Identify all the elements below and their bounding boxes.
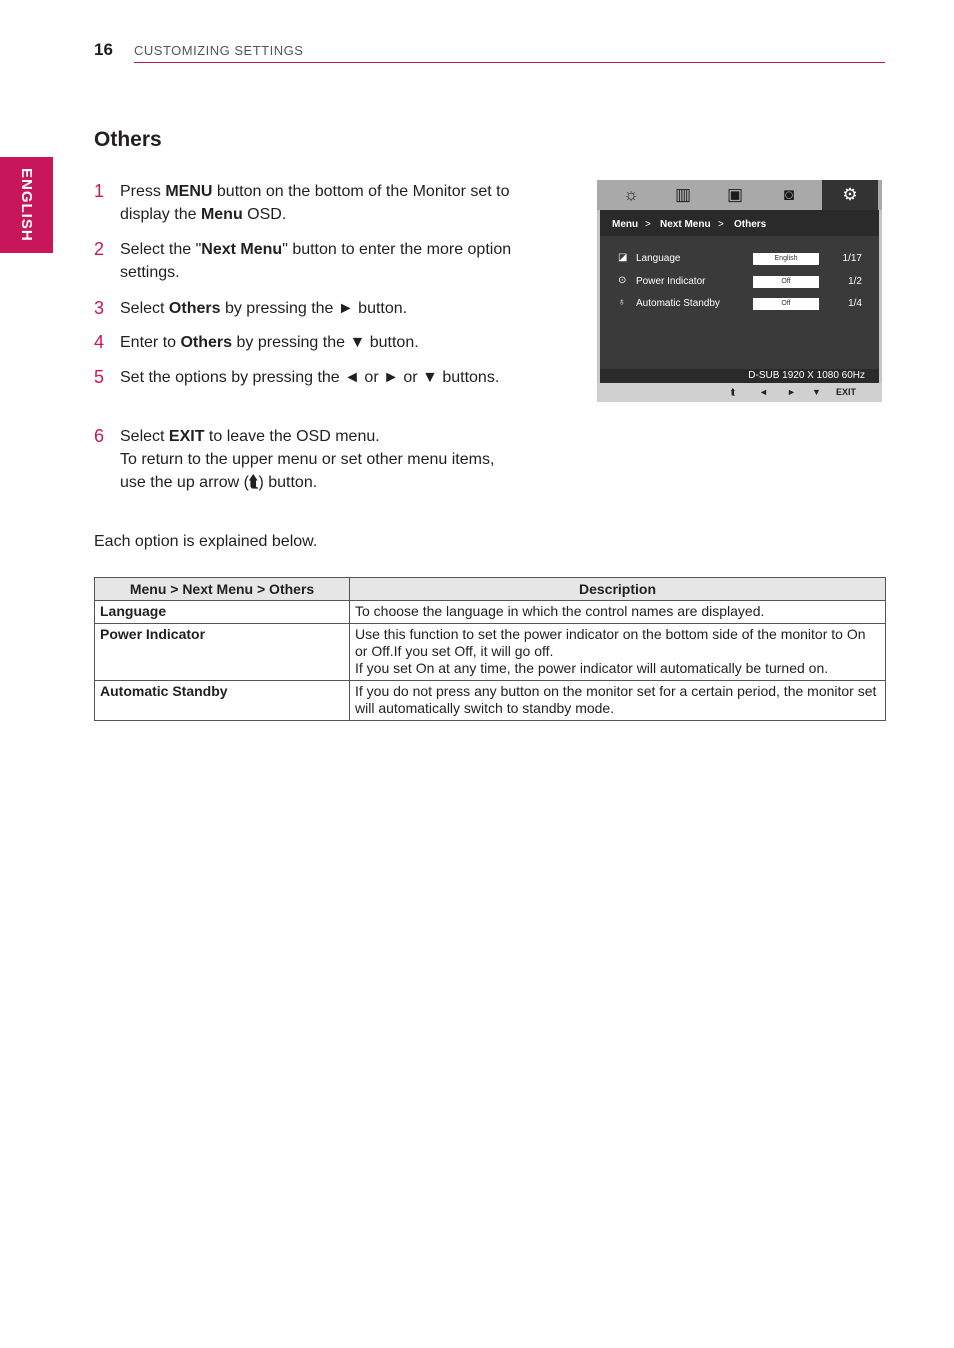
table-row: [95, 681, 886, 721]
step-text: Set the options by pressing the ◄ or ► or ▼ buttons.: [120, 369, 500, 386]
brightness-icon: ☼: [623, 185, 639, 204]
osd-row-language: [600, 252, 879, 268]
osd-row-label: Power Indicator: [636, 276, 706, 287]
osd-crumb-others: Others: [734, 219, 767, 230]
section-header: CUSTOMIZING SETTINGS: [134, 43, 304, 58]
option-description: Use this function to set the power indicator on the bottom side of the monitor to On or Off.If you set Off, it will go off. If you set On at any time, the power indicator will automatically be turned on.: [350, 624, 886, 681]
osd-row-page: 1/17: [842, 253, 862, 264]
step-number: 6: [94, 426, 105, 446]
table-header-description: Description: [350, 578, 886, 601]
table-row: [95, 601, 886, 624]
table-header-row: [95, 578, 886, 601]
step-number: 4: [94, 332, 105, 352]
osd-breadcrumb: [600, 210, 879, 236]
step-1: [94, 180, 524, 226]
step-text: Press MENU button on the bottom of the Monitor set to display the Menu OSD.: [120, 183, 510, 223]
step-number: 5: [94, 367, 105, 387]
osd-screenshot: [597, 180, 882, 402]
osd-row-power-indicator: [600, 275, 879, 291]
step-text: Select Others by pressing the ► button.: [120, 300, 408, 317]
step-text: Select EXIT to leave the OSD menu. To return to the upper menu or set other menu items, use the up arrow (⮬) button.: [120, 428, 495, 491]
osd-exit-label: EXIT: [836, 387, 857, 397]
step-6: [94, 425, 524, 494]
step-number: 3: [94, 298, 105, 318]
step-2: [94, 238, 524, 284]
step-text: Select the "Next Menu" button to enter the more option settings.: [120, 241, 512, 281]
step-number: 1: [94, 181, 105, 201]
gear-icon: ⚙: [822, 180, 878, 210]
picture-icon: ▥: [674, 185, 692, 204]
osd-crumb-sep: >: [645, 219, 651, 230]
osd-status-bar: [600, 369, 879, 383]
osd-crumb-menu: Menu: [612, 219, 639, 230]
osd-row-value: Off: [753, 298, 819, 310]
osd-row-page: 1/2: [848, 276, 862, 287]
table-row: [95, 624, 886, 681]
step-5: [94, 366, 524, 389]
option-description: If you do not press any button on the monitor set for a certain period, the monitor set will automatically switch to standby mode.: [350, 681, 886, 721]
osd-row-label: Automatic Standby: [636, 298, 720, 309]
up-arrow-icon: ⮬: [731, 387, 737, 397]
osd-row-label: Language: [636, 253, 681, 264]
up-arrow-icon: ⮬: [248, 474, 259, 491]
table-header-menu: Menu > Next Menu > Others: [95, 578, 350, 601]
osd-row-value: English: [753, 253, 819, 265]
option-name: Automatic Standby: [95, 681, 350, 721]
option-name: Power Indicator: [95, 624, 350, 681]
right-arrow-icon: ►: [787, 387, 796, 397]
color-icon: ◙: [783, 185, 795, 204]
step-text: Enter to Others by pressing the ▼ button.: [120, 334, 419, 351]
page-number: 16: [94, 40, 113, 59]
osd-crumb-sep: >: [718, 219, 724, 230]
options-table: [94, 577, 886, 721]
page-title: Others: [94, 128, 162, 151]
screen-icon: ▣: [726, 185, 744, 204]
step-4: [94, 331, 524, 354]
osd-row-value: Off: [753, 276, 819, 288]
down-arrow-icon: ▼: [812, 387, 821, 397]
language-tab-label: ENGLISH: [18, 168, 35, 242]
step-3: [94, 297, 524, 320]
left-arrow-icon: ◄: [759, 387, 768, 397]
power-icon: ⊙: [618, 275, 627, 286]
explanation-text: Each option is explained below.: [94, 533, 318, 550]
osd-tab-bar: [597, 180, 882, 210]
osd-panel: [600, 210, 879, 383]
osd-crumb-next: Next Menu: [660, 219, 711, 230]
osd-button-bar: [597, 383, 882, 402]
header-rule: [134, 62, 885, 63]
language-icon: ◪: [618, 252, 628, 263]
osd-row-page: 1/4: [848, 298, 862, 309]
osd-signal-info: D-SUB 1920 X 1080 60Hz: [748, 370, 865, 381]
language-tab: [0, 157, 53, 253]
step-number: 2: [94, 239, 105, 259]
option-name: Language: [95, 601, 350, 624]
osd-row-automatic-standby: [600, 297, 879, 313]
option-description: To choose the language in which the control names are displayed.: [350, 601, 886, 624]
standby-icon: ♁: [618, 297, 626, 308]
